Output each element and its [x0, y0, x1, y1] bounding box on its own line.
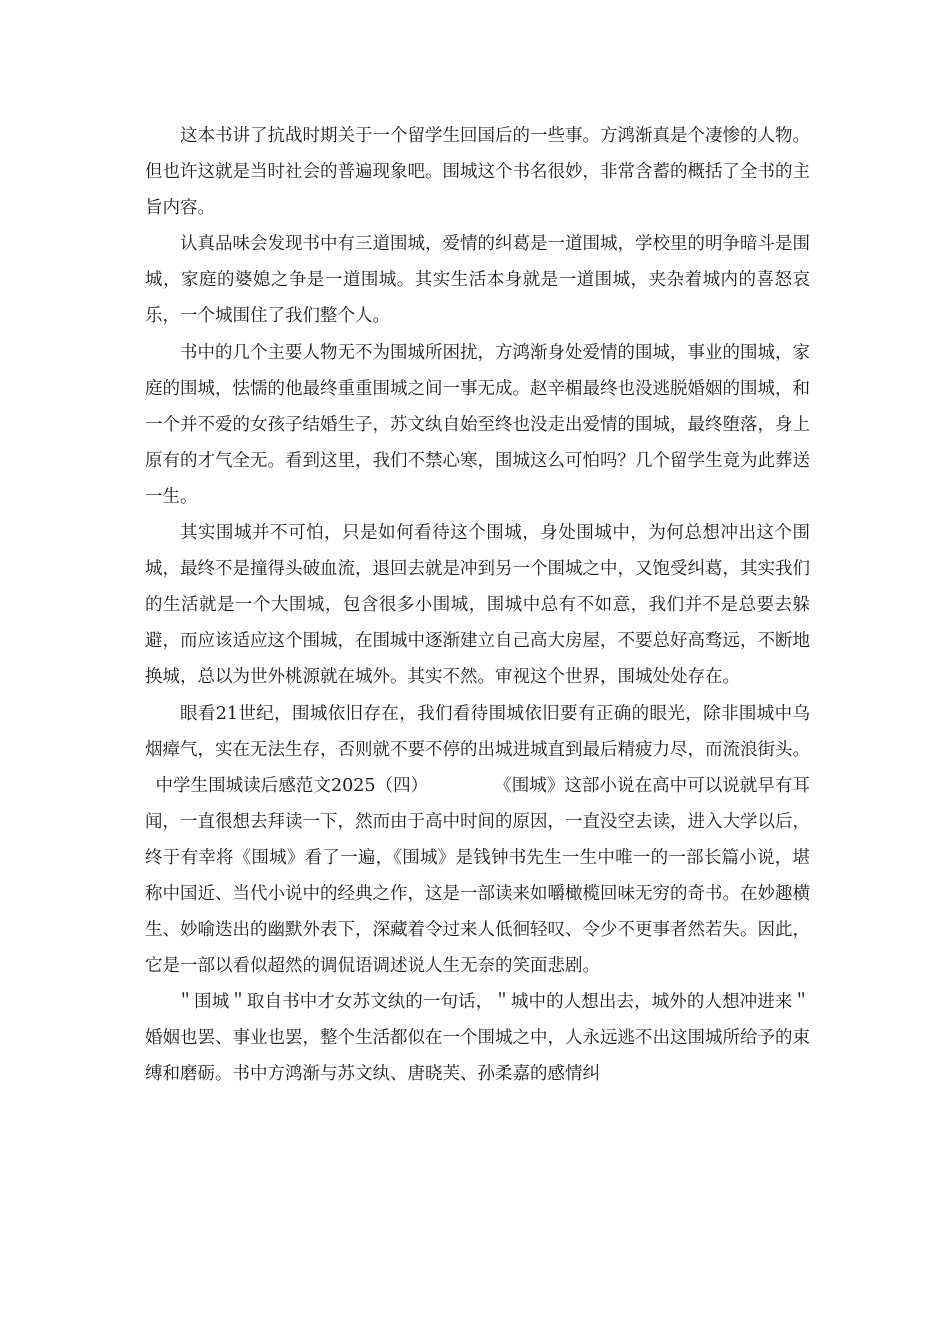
paragraph-1: 这本书讲了抗战时期关于一个留学生回国后的一些事。方鸿渐真是个凄惨的人物。但也许这就是当时社会的普遍现象吧。围城这个书名很妙，非常含蓄的概括了全书的主旨内容。: [145, 126, 810, 219]
paragraph-5: 眼看21世纪，围城依旧存在，我们看待围城依旧要有正确的眼光，除非围城中乌烟瘴气，实在无法生存，否则就不要不停的出城进城直到最后精疲力尽，而流浪街头。: [145, 703, 810, 760]
paragraph-7: ＂围城＂取自书中才女苏文纨的一句话，＂城中的人想出去，城外的人想冲进来＂婚姻也罢、事业也罢，整个生活都似在一个围城之中，人永远逃不出这围城所给予的束缚和磨砺。书中方鸿渐与苏文纨、唐晓芙、孙柔嘉的感情纠: [145, 992, 810, 1085]
section-paragraph: [145, 768, 810, 985]
section-body: 《围城》这部小说在高中可以说就早有耳闻，一直很想去拜读一下，然而由于高中时间的原因，一直没空去读，进入大学以后，终于有幸将《围城》看了一遍，《围城》是钱钟书先生一生中唯一的一部长篇小说，堪称中国近、当代小说中的经典之作，这是一部读来如嚼橄榄回味无穷的奇书。在妙趣横生、妙喻迭出的幽默外表下，深藏着令过来人低徊轻叹、令少不更事者然若失。因此，它是一部以看似超然的调侃语调述说人生无奈的笑面悲剧。: [145, 775, 810, 977]
document-body: [145, 118, 810, 1093]
paragraph-3: 书中的几个主要人物无不为围城所困扰，方鸿渐身处爱情的围城，事业的围城，家庭的围城，怯懦的他最终重重围城之间一事无成。赵辛楣最终也没逃脱婚姻的围城，和一个并不爱的女孩子结婚生子，苏文纨自始至终也没走出爱情的围城，最终堕落，身上原有的才气全无。看到这里，我们不禁心寒，围城这么可怕吗？几个留学生竟为此葬送一生。: [145, 342, 810, 507]
paragraph-2: 认真品味会发现书中有三道围城，爱情的纠葛是一道围城，学校里的明争暗斗是围城，家庭的婆媳之争是一道围城。其实生活本身就是一道围城，夹杂着城内的喜怒哀乐，一个城围住了我们整个人。: [145, 234, 810, 327]
section-heading: 中学生围城读后感范文2025（四）: [155, 775, 429, 796]
paragraph-4: 其实围城并不可怕，只是如何看待这个围城，身处围城中，为何总想冲出这个围城，最终不是撞得头破血流，退回去就是冲到另一个围城之中，又饱受纠葛，其实我们的生活就是一个大围城，包含很多小围城，围城中总有不如意，我们并不是总要去躲避，而应该适应这个围城，在围城中逐渐建立自己高大房屋，不要总好高骛远，不断地换城，总以为世外桃源就在城外。其实不然。审视这个世界，围城处处存在。: [145, 523, 810, 688]
